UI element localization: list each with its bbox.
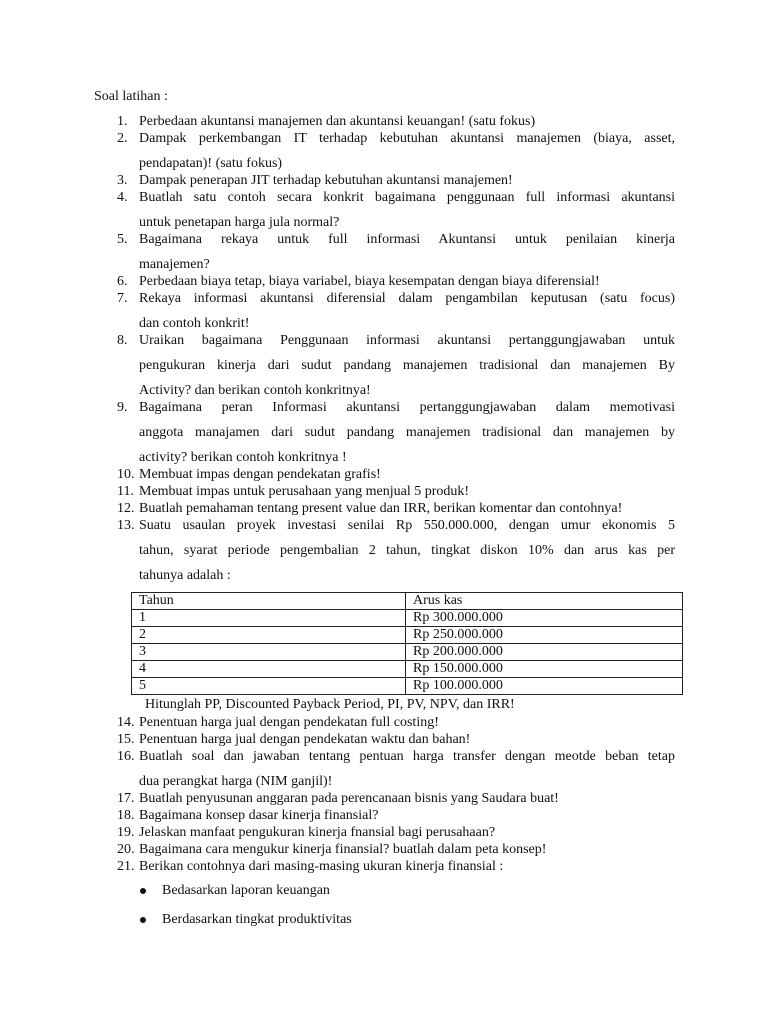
question-number: 18. [117,808,135,823]
table-header-cell: Arus kas [406,593,683,610]
question-text: Buatlah penyusunan anggaran pada perencanaan bisnis yang Saudara buat! [139,791,559,806]
question-text-continued: activity? berikan contoh konkritnya ! [139,450,347,465]
question-number: 11. [117,484,134,499]
question-text-continued: manajemen? [139,257,210,272]
question-text: Jelaskan manfaat pengukuran kinerja fnansial bagi perusahaan? [139,825,496,840]
question-text-continued: anggota manajamen dari sudut pandang manajemen tradisional dan manajemen by [139,425,675,440]
question-text: Buatlah pemahaman tentang present value dan IRR, berikan komentar dan contohnya! [139,501,623,516]
table-row [132,661,683,678]
question-text: Bagaimana rekaya untuk full informasi Akuntansi untuk penilaian kinerja [139,232,675,247]
question-text: Perbedaan akuntansi manajemen dan akuntansi keuangan! (satu fokus) [139,114,536,129]
question-text: Penentuan harga jual dengan pendekatan waktu dan bahan! [139,732,471,747]
table-row [132,627,683,644]
question-number: 14. [117,715,135,730]
bullet-text: Berdasarkan tingkat produktivitas [162,912,352,927]
table-cell: Rp 200.000.000 [406,644,683,661]
question-number: 4. [117,190,128,205]
table-cell: 4 [132,661,406,678]
question-text: Penentuan harga jual dengan pendekatan full costing! [139,715,439,730]
table-row [132,610,683,627]
question-number: 2. [117,131,128,146]
question-text: Berikan contohnya dari masing-masing ukuran kinerja finansial : [139,859,504,874]
question-number: 15. [117,732,135,747]
table-header-row [132,593,683,610]
question-text: Uraikan bagaimana Penggunaan informasi akuntansi pertanggungjawaban untuk [139,333,675,348]
question-text: Buatlah soal dan jawaban tentang pentuan harga transfer dengan meotde beban tetap [139,749,675,764]
question-text-continued: pendapatan)! (satu fokus) [139,156,283,171]
table-cell: 5 [132,678,406,695]
question-number: 8. [117,333,128,348]
question-number: 9. [117,400,128,415]
table-note: Hitunglah PP, Discounted Payback Period, PI, PV, NPV, dan IRR! [145,697,515,712]
question-text: Suatu usaulan proyek investasi senilai Rp 550.000.000, dengan umur ekonomis 5 [139,518,675,533]
question-number: 16. [117,749,135,764]
question-text: Dampak perkembangan IT terhadap kebutuhan akuntansi manajemen (biaya, asset, [139,131,675,146]
question-text: Membuat impas dengan pendekatan grafis! [139,467,381,482]
bullet-text: Bedasarkan laporan keuangan [162,883,330,898]
question-text-continued: dua perangkat harga (NIM ganjil)! [139,774,333,789]
question-number: 6. [117,274,128,289]
bullet-icon [140,888,146,894]
question-text-continued: tahunya adalah : [139,568,231,583]
question-number: 20. [117,842,135,857]
table-cell: Rp 250.000.000 [406,627,683,644]
table-cell: Rp 150.000.000 [406,661,683,678]
question-text-continued: dan contoh konkrit! [139,316,250,331]
question-text: Bagaimana peran Informasi akuntansi pertanggungjawaban dalam memotivasi [139,400,675,415]
question-number: 13. [117,518,135,533]
table-header-cell: Tahun [132,593,406,610]
question-number: 3. [117,173,128,188]
question-text: Bagaimana konsep dasar kinerja finansial? [139,808,379,823]
question-text: Bagaimana cara mengukur kinerja finansial? buatlah dalam peta konsep! [139,842,547,857]
cash-flow-table [131,592,683,695]
question-number: 12. [117,501,135,516]
question-text: Rekaya informasi akuntansi diferensial dalam pengambilan keputusan (satu focus) [139,291,675,306]
question-text: Buatlah satu contoh secara konkrit bagaimana penggunaan full informasi akuntansi [139,190,675,205]
bullet-icon [140,917,146,923]
question-number: 21. [117,859,135,874]
table-cell: 1 [132,610,406,627]
question-text-continued: untuk penetapan harga jula normal? [139,215,340,230]
table-cell: Rp 100.000.000 [406,678,683,695]
table-row [132,644,683,661]
question-number: 1. [117,114,128,129]
question-text: Perbedaan biaya tetap, biaya variabel, biaya kesempatan dengan biaya diferensial! [139,274,600,289]
question-text: Dampak penerapan JIT terhadap kebutuhan akuntansi manajemen! [139,173,513,188]
question-number: 10. [117,467,135,482]
question-text-continued: pengukuran kinerja dari sudut pandang manajemen tradisional dan manajemen By [139,358,675,373]
question-number: 19. [117,825,135,840]
question-text-continued: Activity? dan berikan contoh konkritnya! [139,383,371,398]
table-row [132,678,683,695]
table-cell: Rp 300.000.000 [406,610,683,627]
table-cell: 2 [132,627,406,644]
question-text-continued: tahun, syarat periode pengembalian 2 tahun, tingkat diskon 10% dan arus kas per [139,543,675,558]
page-title: Soal latihan : [94,89,168,104]
question-number: 7. [117,291,128,306]
question-text: Membuat impas untuk perusahaan yang menjual 5 produk! [139,484,470,499]
question-number: 17. [117,791,135,806]
question-number: 5. [117,232,128,247]
table-cell: 3 [132,644,406,661]
